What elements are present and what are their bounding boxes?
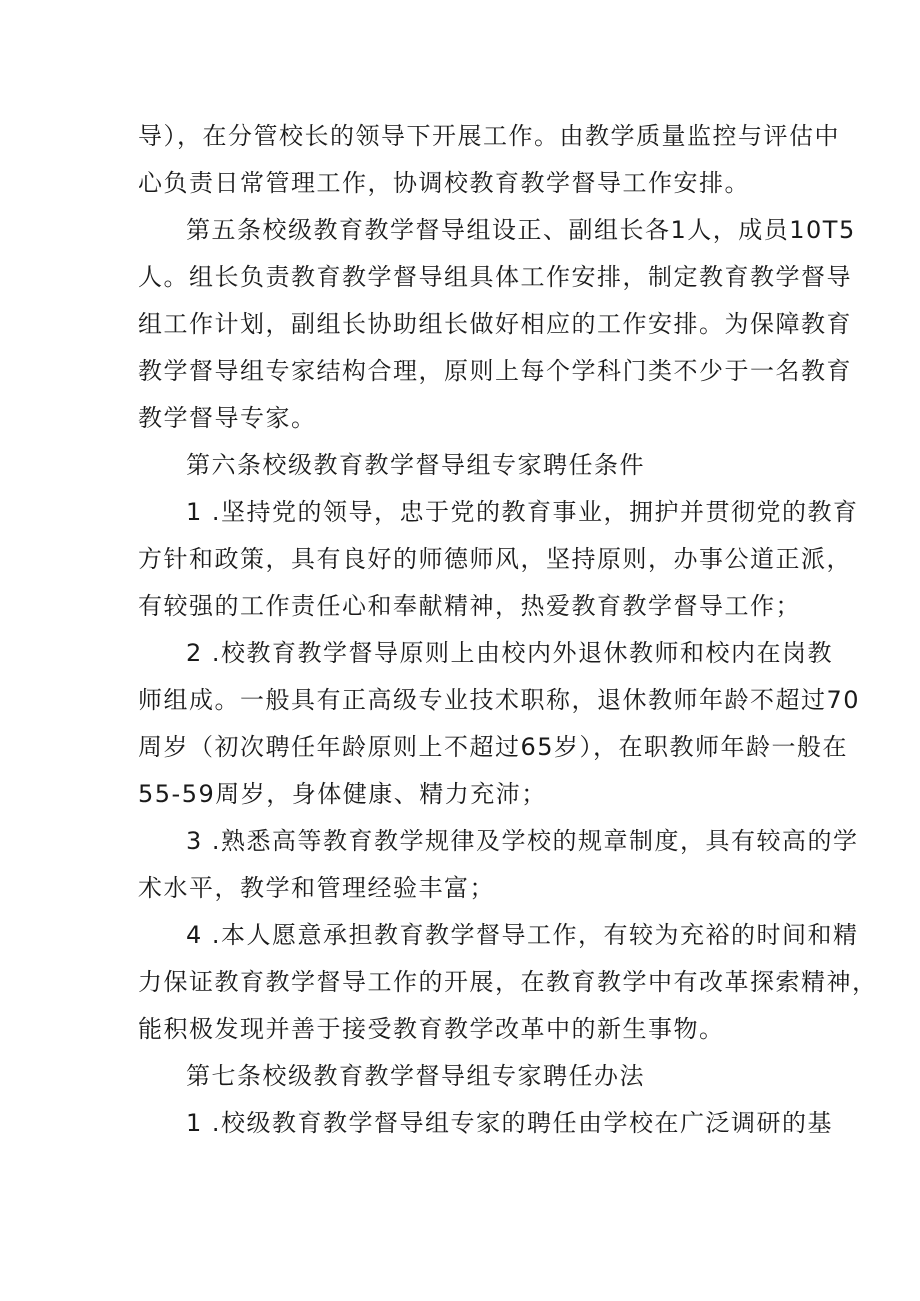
text-line: 55-59周岁，身体健康、精力充沛； xyxy=(138,780,547,808)
list-item-2-line: 2 .校教育教学督导原则上由校内外退休教师和校内在岗教 xyxy=(186,639,834,667)
text-line: 导），在分管校长的领导下开展工作。由教学质量监控与评估中 xyxy=(138,122,840,150)
text-line: 力保证教育教学督导工作的开展，在教育教学中有改革探索精神， xyxy=(138,968,878,996)
text-line: 师组成。一般具有正高级专业技术职称，退休教师年龄不超过70 xyxy=(138,686,861,714)
text-line: 组工作计划，副组长协助组长做好相应的工作安排。为保障教育 xyxy=(138,310,852,338)
article-6-heading: 第六条校级教育教学督导组专家聘任条件 xyxy=(186,451,645,479)
article-7-heading: 第七条校级教育教学督导组专家聘任办法 xyxy=(186,1062,645,1090)
text-line: 教学督导组专家结构合理，原则上每个学科门类不少于一名教育 xyxy=(138,357,852,385)
list-item-1-line: 1 .坚持党的领导，忠于党的教育事业，拥护并贯彻党的教育 xyxy=(186,498,859,526)
text-line: 周岁（初次聘任年龄原则上不超过65岁），在职教师年龄一般在 xyxy=(138,733,849,761)
list-item-4-line: 4 .本人愿意承担教育教学督导工作，有较为充裕的时间和精 xyxy=(186,921,859,949)
text-line: 教学督导专家。 xyxy=(138,404,317,432)
text-line: 能积极发现并善于接受教育教学改革中的新生事物。 xyxy=(138,1015,725,1043)
article-5-heading-line: 第五条校级教育教学督导组设正、副组长各1人，成员10T5 xyxy=(186,216,856,244)
list-item-3-line: 3 .熟悉高等教育教学规律及学校的规章制度，具有较高的学 xyxy=(186,827,859,855)
text-line: 心负责日常管理工作，协调校教育教学督导工作安排。 xyxy=(138,169,750,197)
text-line: 人。组长负责教育教学督导组具体工作安排，制定教育教学督导 xyxy=(138,263,852,291)
article-7-item-1-line: 1 .校级教育教学督导组专家的聘任由学校在广泛调研的基 xyxy=(186,1109,834,1137)
document-body xyxy=(138,113,878,1147)
text-line: 有较强的工作责任心和奉献精神，热爱教育教学督导工作； xyxy=(138,592,801,620)
text-line: 术水平，教学和管理经验丰富； xyxy=(138,874,495,902)
text-line: 方针和政策，具有良好的师德师风，坚持原则，办事公道正派， xyxy=(138,545,852,573)
